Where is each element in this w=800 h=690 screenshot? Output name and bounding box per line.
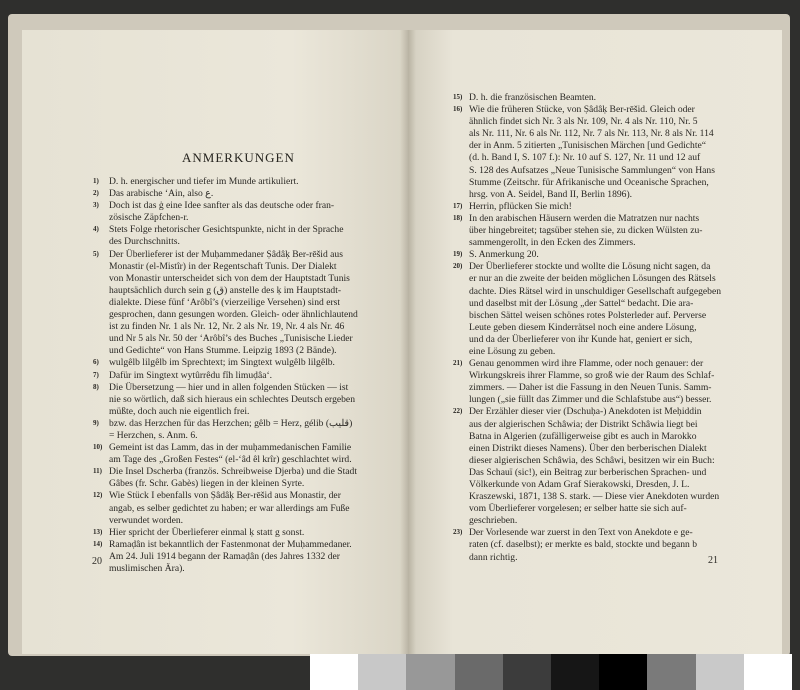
- footnote-line: Der Überlieferer ist der Muḥammedaner Ṣâdâḳ Ber-rēšid aus: [109, 248, 343, 260]
- footnote: [93, 370, 381, 382]
- footnote-line: muslimischen Ära).: [109, 563, 185, 574]
- footnote-line: ist zu finden Nr. 1 als Nr. 12, Nr. 2 als Nr. 19, Nr. 4 als Nr. 46: [109, 321, 345, 333]
- footnote-line: D. h. die französischen Beamten.: [469, 92, 597, 103]
- color-swatch: [310, 654, 358, 690]
- footnote-line: wulgêlb lilgêlb im Sprechtext; im Singtext wulgêlb lilgêlb.: [109, 357, 335, 369]
- footnote-number: 8): [93, 382, 99, 391]
- footnote: [93, 466, 381, 490]
- footnote-number: 14): [93, 539, 103, 548]
- footnote-number: 12): [93, 491, 103, 500]
- footnote-line: Batna in Algerien (zufälligerweise gibt es auch in Marokko: [469, 430, 697, 442]
- footnote-line: dieser algierischen Schâwia, des Schâwi, besitzen wir ein Buch:: [469, 454, 715, 466]
- color-swatch: [647, 654, 695, 690]
- footnote-line: Kraszewski, 1871, 138 S. stark. — Diese vier Anekdoten wurden: [469, 491, 720, 503]
- footnote-line: über hingebreitet; tagsüber stehen sie, zu dicken Wülsten zu-: [469, 225, 703, 237]
- footnote-line: D. h. energischer und tiefer im Munde artikuliert.: [109, 176, 299, 187]
- footnote-line: bischen Sättel weisen schönes rotes Polsterleder auf. Perverse: [469, 309, 707, 321]
- page-heading: ANMERKUNGEN: [182, 150, 295, 165]
- footnote-line: Stumme (Zeitschr. für Afrikanische und Oceanische Sprachen,: [469, 176, 709, 188]
- footnote-line: (d. h. Band I, S. 107 f.): Nr. 10 auf S. 127, Nr. 11 und 12 auf: [469, 152, 701, 164]
- footnote-line: dialekte. Diese fünf ‘Arôbî’s (vierzeilige Versehen) sind erst: [109, 296, 341, 308]
- footnote-line: Herrin, pflücken Sie mich!: [469, 200, 572, 212]
- footnote-line: nie so wörtlich, daß sich hieraus ein schlechtes Deutsch ergeben: [109, 393, 355, 405]
- footnote-number: 2): [93, 189, 99, 198]
- footnote: [93, 539, 381, 575]
- footnote-line: als Nr. 111, Nr. 6 als Nr. 112, Nr. 7 als Nr. 113, Nr. 8 als Nr. 114: [469, 128, 714, 140]
- footnote-line: dachte. Dies Rätsel wird in unschuldiger Gesellschaft aufgegeben: [469, 285, 722, 297]
- footnote: [93, 442, 381, 466]
- footnote-line: Dafür im Singtext wytûrrêdu fîh limuḍâa‘.: [109, 369, 273, 381]
- footnote-line: zösische Zäpfchen-r.: [109, 212, 189, 224]
- footnote-line: geschrieben.: [469, 515, 518, 527]
- footnote-number: 6): [93, 358, 99, 367]
- footnote-line: In den arabischen Häusern werden die Matratzen nur nachts: [469, 212, 700, 224]
- footnote: [453, 201, 749, 213]
- footnote-line: verwundet worden.: [109, 514, 184, 526]
- footnote-line: zimmers. — Daher ist die Fassung in den Neuen Tunis. Samm-: [469, 382, 712, 394]
- footnote-line: gesprochen, dann gesungen worden. Gleich- oder ähnlichlautend: [109, 309, 358, 321]
- footnote-number: 16): [453, 105, 463, 114]
- footnote-number: 15): [453, 93, 463, 101]
- footnote-number: 5): [93, 249, 99, 258]
- footnote-line: Doch ist das ġ eine Idee sanfter als das deutsche oder fran-: [109, 200, 335, 212]
- footnote-line: und da der Überlieferer von ihr Kunde hat, geniert er sich,: [469, 333, 693, 345]
- footnote: [93, 188, 381, 200]
- footnote-line: raten (cf. daselbst); er merkte es bald, stockte und begann b: [469, 539, 698, 551]
- footnote-number: 10): [93, 443, 103, 452]
- footnote: [93, 527, 381, 539]
- color-swatch: [455, 654, 503, 690]
- footnote-line: einen Distrikt dieses Namens). Über den berberischen Dialekt: [469, 442, 707, 454]
- left-page: [22, 30, 408, 654]
- footnote-line: Gâbes (fr. Schr. Gabès) liegen in der kleinen Syrte.: [109, 478, 305, 490]
- footnote-line: Das Schauï (sic!), ein Beitrag zur berberischen Sprachen- und: [469, 466, 707, 478]
- footnote: [453, 104, 749, 201]
- footnote-line: Die Insel Dscherba (französ. Schreibweise Djerba) und die Stadt: [109, 466, 358, 478]
- footnote-line: und daselbst mit der Lösung „der Sattel“ bedacht. Die ara-: [469, 297, 694, 309]
- footnote-line: er nur an die zweite der beiden möglichen Lösungen des Rätsels: [469, 273, 716, 285]
- footnote-line: vom Überlieferer vorgelesen; er selber hatte sie sich auf-: [469, 503, 687, 515]
- footnote-line: und Gedichte“ von Hans Stumme. Leipzig 1893 (2 Bände).: [109, 345, 337, 357]
- open-book: [8, 14, 790, 656]
- footnote-line: angab, es selber gedichtet zu haben; er war allerdings am Fuße: [109, 502, 350, 514]
- footnote-number: 9): [93, 418, 99, 427]
- footnote-line: lungen („sie füllt das Zimmer und die Schlafstube aus“) besser.: [469, 394, 712, 406]
- footnote-line: von Monastir unterscheidet sich von dem der Hauptstadt Tunis: [109, 272, 350, 284]
- footnote-line: Am 24. Juli 1914 begann der Ramaḍân (des Jahres 1332 der: [109, 550, 340, 562]
- footnote-number: 19): [453, 250, 463, 259]
- footnote-line: Der Erzähler dieser vier (Dschuḥa-) Anekdoten ist Meḥiddin: [469, 406, 702, 418]
- notes-list: [93, 176, 381, 575]
- footnote: [93, 382, 381, 418]
- footnote-line: des Durchschnitts.: [109, 236, 180, 248]
- page-number: 20: [92, 556, 102, 567]
- footnote: [453, 261, 749, 358]
- color-swatch: [696, 654, 744, 690]
- book-spine: [400, 30, 416, 654]
- footnote-line: S. 128 des Aufsatzes „Neue Tunisische Sammlungen“ von Hans: [469, 164, 715, 176]
- footnote-number: 17): [453, 201, 463, 210]
- footnote-line: Der Überlieferer stockte und wollte die Lösung nicht sagen, da: [469, 261, 711, 273]
- footnote-number: 23): [453, 528, 463, 537]
- notes-list: [453, 92, 749, 564]
- footnote-number: 11): [93, 467, 102, 476]
- footnote-line: Völkerkunde von Adam Graf Sierakowski, Dresden, J. L.: [469, 479, 690, 490]
- footnote-number: 4): [93, 225, 99, 234]
- footnote-line: = Herzchen, s. Anm. 6.: [109, 429, 198, 441]
- color-calibration-bar: [310, 654, 792, 690]
- footnote: [453, 213, 749, 249]
- footnote: [453, 249, 749, 261]
- footnote-number: 1): [93, 177, 99, 185]
- footnote-line: hrsg. von A. Seidel, Band II, Berlin 1896).: [469, 188, 633, 200]
- footnote-line: ähnlich findet sich Nr. 3 als Nr. 109, Nr. 4 als Nr. 110, Nr. 5: [469, 116, 698, 128]
- footnote-line: aus der algierischen Schâwia; der Distrikt Schâwia liegt bei: [469, 418, 698, 430]
- footnote-number: 20): [453, 262, 463, 271]
- footnote-number: 22): [453, 407, 463, 416]
- footnote-line: Stets Folge rhetorischer Gesichtspunkte, nicht in der Sprache: [109, 224, 344, 236]
- footnote-line: am Tage des „Großen Festes“ (el-‘âd êl krîr) geschlachtet wird.: [109, 454, 352, 466]
- color-swatch: [599, 654, 647, 690]
- color-swatch: [551, 654, 599, 690]
- footnote-line: Wie die früheren Stücke, von Ṣâdâḳ Ber-rēšid. Gleich oder: [469, 104, 695, 116]
- right-page: [408, 30, 782, 654]
- footnote: [453, 358, 749, 406]
- footnote-line: eine Lösung zu geben.: [469, 345, 556, 357]
- footnote-number: 21): [453, 359, 463, 368]
- footnote-line: Gemeint ist das Lamm, das in der muḥammedanischen Familie: [109, 442, 352, 454]
- footnote-line: hauptsächlich durch sein g (ق) anstelle des ḳ im Hauptstadt-: [109, 284, 342, 296]
- footnote-line: müßte, doch auch nie eigentlich frei.: [109, 405, 250, 417]
- footnote-line: dann richtig.: [469, 551, 518, 563]
- footnote-line: Der Vorlesende war zuerst in den Text von Anekdote e ge-: [469, 527, 693, 539]
- footnote: [93, 418, 381, 442]
- footnote-number: 18): [453, 213, 463, 222]
- footnote-line: Genau genommen wird ihre Flamme, oder noch genauer: der: [469, 358, 704, 370]
- footnote: [453, 406, 749, 527]
- footnote: [93, 176, 381, 188]
- footnote: [93, 357, 381, 369]
- footnote: [453, 527, 749, 563]
- footnote-line: Die Übersetzung — hier und in allen folgenden Stücken — ist: [109, 381, 349, 393]
- footnote-number: 3): [93, 201, 99, 210]
- footnote: [93, 200, 381, 224]
- page-number: 21: [708, 555, 718, 566]
- color-swatch: [358, 654, 406, 690]
- footnote-line: Monastir (el-Mistîr) in der Regentschaft Tunis. Der Dialekt: [109, 260, 337, 272]
- footnote-line: Wie Stück I ebenfalls von Ṣâdâḳ Ber-rēšid aus Monastir, der: [109, 490, 341, 502]
- footnote: [453, 92, 749, 104]
- footnote: [93, 224, 381, 248]
- footnote-line: und Nr 5 als Nr. 50 der ‘Arôbî’s des Buches „Tunisische Lieder: [109, 333, 353, 345]
- footnote-number: 7): [93, 370, 99, 379]
- footnote-line: S. Anmerkung 20.: [469, 249, 539, 261]
- footnote-line: Leute geben diesem Kinderrätsel noch eine andere Lösung,: [469, 321, 697, 333]
- footnote-line: Hier spricht der Überlieferer einmal ḳ statt g sonst.: [109, 526, 305, 538]
- color-swatch: [406, 654, 454, 690]
- footnote: [93, 249, 381, 358]
- footnote-number: 13): [93, 527, 103, 536]
- footnote-line: der in Anm. 5 zitierten „Tunisischen Märchen [und Gedichte“: [469, 140, 707, 152]
- footnote-line: Ramaḍân ist bekanntlich der Fastenmonat der Muḥammedaner.: [109, 538, 352, 550]
- footnote-line: Das arabische ‘Ain, also ع.: [109, 188, 214, 200]
- color-swatch: [744, 654, 792, 690]
- footnote-line: Wirkungskreis ihrer Flamme, so groß wie der Raum des Schlaf-: [469, 370, 715, 382]
- footnote-line: bzw. das Herzchen für das Herzchen; gêlb = Herz, gélib (قليب): [109, 417, 353, 429]
- footnote-line: sammengerollt, in den Ecken des Zimmers.: [469, 237, 636, 249]
- footnote: [93, 490, 381, 526]
- color-swatch: [503, 654, 551, 690]
